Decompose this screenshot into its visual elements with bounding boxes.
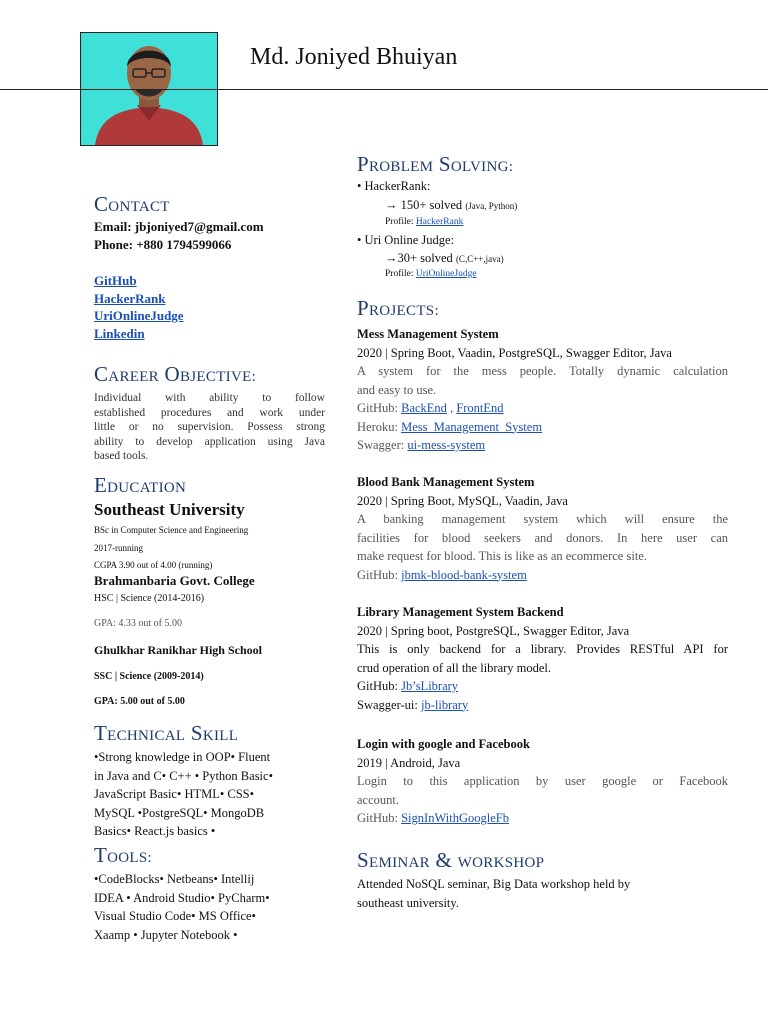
header-divider — [0, 89, 768, 90]
hackerrank-solved — [385, 198, 517, 213]
hackerrank-languages: (Java, Python) — [465, 201, 518, 211]
project-description: account. — [357, 792, 399, 807]
objective-line: established procedures and work under — [94, 406, 325, 419]
github-label: GitHub: — [357, 811, 398, 825]
projects-title: Projects — [357, 296, 435, 320]
projects-heading — [357, 296, 439, 321]
objective-colon: : — [251, 369, 257, 385]
project-tech: 2020 | Spring Boot, Vaadin, PostgreSQL, Swagger Editor, Java — [357, 345, 672, 360]
profile-label: Profile: — [385, 269, 414, 279]
objective-line: little or no supervision. Possess strong — [94, 421, 325, 433]
hackerrank-profile — [385, 217, 463, 227]
hackerrank-solved-count: → 150+ solved — [385, 198, 463, 212]
project-blood-bank — [357, 473, 728, 584]
ssc-info: SSC | Science (2009-2014) — [94, 671, 204, 682]
uri-solved-count: →30+ solved — [385, 251, 453, 265]
contact-phone: Phone: +880 1794599066 — [94, 237, 232, 252]
hackerrank-profile-link[interactable]: HackerRank — [415, 217, 464, 227]
university-name: Southeast University — [94, 500, 245, 519]
objective-text — [94, 391, 325, 464]
uri-profile-link[interactable]: UriOnlineJudge — [415, 269, 477, 279]
tool-line: Visual Studio Code• MS Office• — [94, 909, 256, 923]
project-login — [357, 735, 728, 828]
seminar-heading: Seminar & workshop — [357, 848, 545, 872]
problem-solving-heading — [357, 152, 513, 177]
uri-item: • Uri Online Judge: — [357, 233, 455, 247]
tools-heading — [94, 843, 152, 868]
skill-line: •Strong knowledge in OOP• Fluent — [94, 750, 271, 764]
cgpa: CGPA 3.90 out of 4.00 (running) — [94, 560, 213, 570]
skill-line: in Java and C• C++ • Python Basic• — [94, 768, 273, 783]
frontend-link[interactable]: FrontEnd — [456, 401, 504, 415]
swagger-label: Swagger: — [357, 438, 405, 452]
hsc-gpa: GPA: 4.33 out of 5.00 — [94, 618, 182, 629]
skill-line: Basics• React.js basics • — [94, 824, 216, 838]
linkedin-link[interactable]: Linkedin — [94, 326, 145, 341]
uri-profile — [385, 269, 477, 279]
backend-link[interactable]: BackEnd — [401, 401, 447, 415]
project-description: This is only backend for a library. Provides RESTful API for — [357, 642, 728, 656]
hsc-info: HSC | Science (2014-2016) — [94, 593, 205, 604]
degree: BSc in Computer Science and Engineering — [94, 525, 249, 535]
tools-title: Tools — [94, 843, 148, 867]
github-label: GitHub: — [357, 679, 398, 693]
problem-solving-colon: : — [508, 159, 514, 175]
skill-line: JavaScript Basic• HTML• CSS• — [94, 787, 254, 801]
blood-bank-github-link[interactable]: jbmk-blood-bank-system — [401, 567, 527, 582]
problem-solving-title: Problem Solving — [357, 152, 509, 176]
skill-line: MySQL •PostgreSQL• MongoDB — [94, 805, 265, 820]
tool-line: IDEA • Android Studio• PyCharm• — [94, 890, 270, 905]
project-title: Mess Management System — [357, 327, 499, 341]
swagger-label: Swagger-ui: — [357, 697, 418, 712]
project-tech: 2020 | Spring Boot, MySQL, Vaadin, Java — [357, 493, 568, 508]
tools-colon: : — [147, 850, 152, 866]
tools-list — [94, 870, 270, 944]
project-description: A system for the mess people. Totally dynamic calculation — [357, 364, 728, 378]
ssc-gpa: GPA: 5.00 out of 5.00 — [94, 696, 185, 707]
project-description: crud operation of all the library model. — [357, 660, 552, 675]
contact-heading: Contact — [94, 192, 170, 216]
uri-languages: (C,C++,java) — [455, 254, 504, 264]
contact-email: Email: jbjoniyed7@gmail.com — [94, 219, 264, 234]
seminar-line: southeast university. — [357, 895, 459, 910]
library-github-link[interactable]: Jb’sLibrary — [401, 679, 459, 693]
project-title: Library Management System Backend — [357, 605, 564, 619]
project-library — [357, 603, 728, 714]
project-description: and easy to use. — [357, 382, 437, 397]
objective-line: Individual with ability to follow — [94, 392, 325, 404]
seminar-line: Attended NoSQL seminar, Big Data workshop held by — [357, 877, 631, 891]
project-title: Login with google and Facebook — [357, 737, 530, 751]
resume-name: Md. Joniyed Bhuiyan — [250, 44, 458, 70]
project-tech: 2019 | Android, Java — [357, 755, 461, 770]
profile-label: Profile: — [385, 217, 414, 227]
school-name: Ghulkhar Ranikhar High School — [94, 643, 262, 657]
projects-colon: : — [434, 303, 439, 319]
login-github-link[interactable]: SignInWithGoogleFb — [401, 811, 509, 825]
objective-line: ability to develop application using Java — [94, 435, 325, 448]
link-separator: , — [446, 401, 457, 415]
education-heading: Education — [94, 473, 187, 497]
objective-line: based tools. — [94, 450, 149, 462]
project-description: make request for blood. This is like as an ecommerce site. — [357, 549, 647, 563]
github-link[interactable]: GitHub — [94, 273, 137, 288]
project-title: Blood Bank Management System — [357, 475, 535, 489]
seminar-text — [357, 875, 630, 912]
project-description: Login to this application by user google or Facebook — [357, 774, 728, 788]
college-name: Brahmanbaria Govt. College — [94, 573, 255, 588]
github-label: GitHub: — [357, 567, 398, 582]
uri-solved — [385, 251, 504, 266]
objective-title: Career Objective — [94, 362, 252, 386]
technical-skill-heading: Technical Skill — [94, 721, 239, 745]
project-description: A banking management system which will ensure the — [357, 512, 728, 526]
tool-line: Xaamp • Jupyter Notebook • — [94, 927, 238, 942]
urionlinejudge-link[interactable]: UriOnlineJudge — [94, 308, 184, 323]
github-label: GitHub: — [357, 401, 398, 415]
swagger-link[interactable]: ui-mess-system — [407, 438, 486, 452]
degree-duration: 2017-running — [94, 543, 143, 553]
project-mess — [357, 325, 728, 455]
heroku-label: Heroku: — [357, 419, 398, 434]
project-description: facilities for blood seekers and donors. In here user can — [357, 530, 728, 545]
tool-line: •CodeBlocks• Netbeans• Intellij — [94, 872, 255, 886]
heroku-link[interactable]: Mess_Management_System — [401, 419, 543, 434]
hackerrank-link[interactable]: HackerRank — [94, 291, 166, 306]
hackerrank-item: • HackerRank: — [357, 179, 431, 193]
library-swagger-link[interactable]: jb-library — [420, 697, 469, 712]
technical-skill-list — [94, 748, 273, 841]
objective-heading — [94, 362, 256, 387]
project-tech: 2020 | Spring boot, PostgreSQL, Swagger Editor, Java — [357, 623, 630, 638]
